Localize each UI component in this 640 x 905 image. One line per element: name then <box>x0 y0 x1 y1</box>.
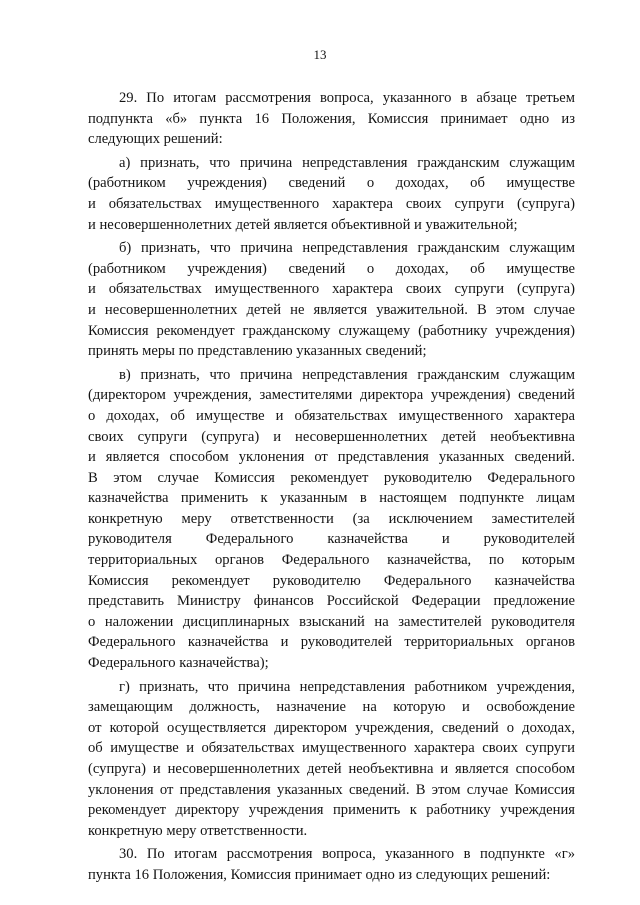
text-line: о наложении дисциплинарных взысканий на заместителей руководителя <box>88 613 575 630</box>
text-line: и несовершеннолетних детей является объективной и уважительной; <box>88 216 518 233</box>
text-line: конкретную меру ответственности (за исключением заместителей <box>88 510 575 527</box>
text-line: (директором учреждения, заместителями директора учреждения) сведений <box>88 387 575 404</box>
text-line: принять меры по представлению указанных сведений; <box>88 343 427 360</box>
text-line: замещающим должность, назначение на которую и освобождение <box>88 699 575 716</box>
text-line: (работником учреждения) сведений о доходах, об имуществе <box>88 175 575 192</box>
text-line: в) признать, что причина непредставления гражданским служащим <box>119 366 575 383</box>
text-line: а) признать, что причина непредставления гражданским служащим <box>119 154 575 171</box>
text-line: от которой осуществляется директором учреждения, сведений о доходах, <box>88 719 575 736</box>
text-line: пункта 16 Положения, Комиссия принимает одно из следующих решений: <box>88 866 551 883</box>
paragraph-29-v <box>88 365 575 674</box>
text-line: об имуществе и обязательствах имущественного характера своих супруги <box>88 740 575 757</box>
paragraph-29-a <box>88 153 575 235</box>
text-line: казначейства применить к указанным в настоящем подпункте лицам <box>88 490 575 507</box>
text-line: б) признать, что причина непредставления гражданским служащим <box>119 240 575 257</box>
page-number: 13 <box>313 47 327 62</box>
document-body <box>88 88 575 890</box>
text-line: Комиссия рекомендует руководителю Федерального казначейства <box>88 572 575 589</box>
paragraph-29-g <box>88 677 575 842</box>
text-line: В этом случае Комиссия рекомендует руководителю Федерального <box>88 469 575 486</box>
text-line: о доходах, об имуществе и обязательствах имущественного характера <box>88 407 575 424</box>
text-line: г) признать, что причина непредставления работником учреждения, <box>119 678 575 695</box>
text-line: и обязательствах имущественного характера своих супруги (супруга) <box>88 195 575 212</box>
text-line: (работником учреждения) сведений о доходах, об имуществе <box>88 260 575 277</box>
text-line: рекомендует директору учреждения применить к работнику учреждения <box>88 802 575 819</box>
text-line: своих супруги (супруга) и несовершеннолетних детей необъективна <box>88 428 575 445</box>
text-line: и является способом уклонения от представления указанных сведений. <box>88 449 575 466</box>
text-line: уклонения от представления указанных сведений. В этом случае Комиссия <box>88 781 575 798</box>
text-line: следующих решений: <box>88 131 223 148</box>
text-line: Федерального казначейства и руководителей территориальных органов <box>88 634 575 651</box>
text-line: и обязательствах имущественного характера своих супруги (супруга) <box>88 281 575 298</box>
text-line: территориальных органов Федерального казначейства, по которым <box>88 552 575 569</box>
text-line: конкретную меру ответственности. <box>88 822 308 839</box>
text-line: подпункта «б» пункта 16 Положения, Комиссия принимает одно из <box>88 110 575 127</box>
text-line: представить Министру финансов Российской Федерации предложение <box>88 593 575 610</box>
paragraph-29-b <box>88 238 575 362</box>
text-line: Комиссия рекомендует гражданскому служащему (работнику учреждения) <box>88 322 575 339</box>
paragraph-30 <box>88 844 575 885</box>
text-line: 29. По итогам рассмотрения вопроса, указанного в абзаце третьем <box>119 90 575 106</box>
text-line: (супруга) и несовершеннолетних детей необъективна и является способом <box>88 761 575 777</box>
paragraph-29 <box>88 88 575 150</box>
text-line: 30. По итогам рассмотрения вопроса, указанного в подпункте «г» <box>119 846 575 863</box>
text-line: Федерального казначейства); <box>88 655 269 672</box>
text-line: и несовершеннолетних детей не является уважительной. В этом случае <box>88 301 575 318</box>
text-line: руководителя Федерального казначейства и руководителей <box>88 531 575 548</box>
